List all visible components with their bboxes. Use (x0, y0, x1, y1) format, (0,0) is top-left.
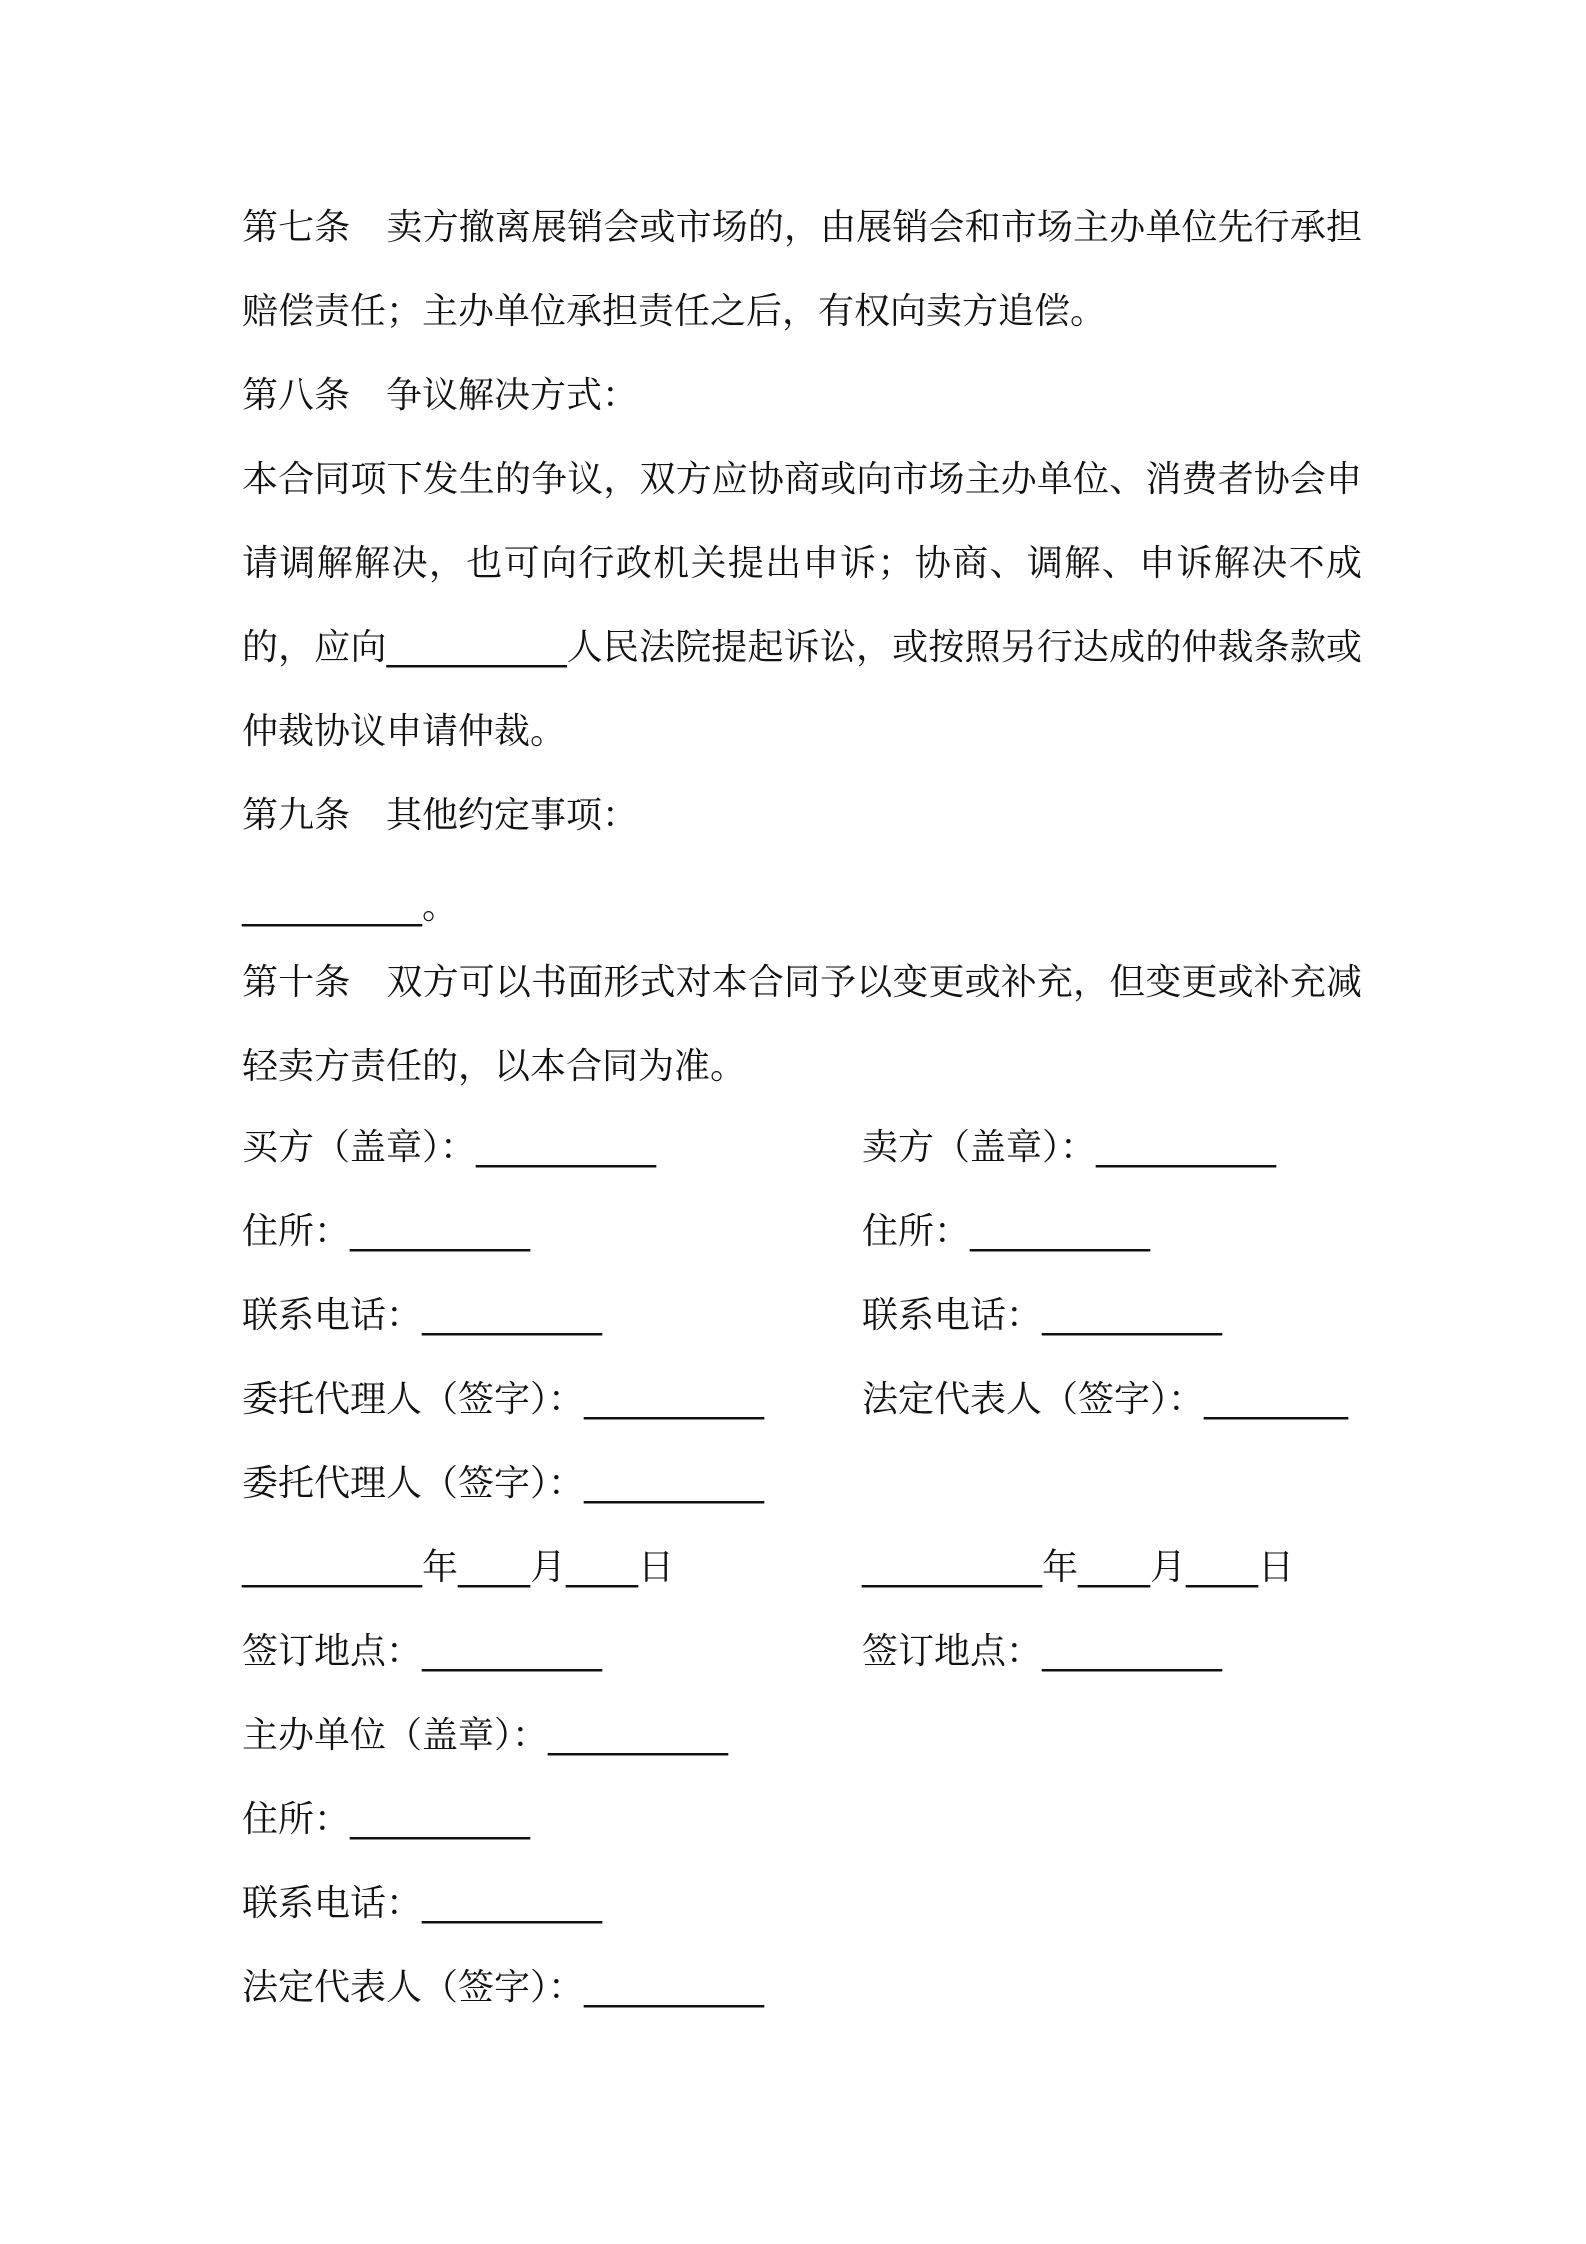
buyer-address-field[interactable]: 住所：__________ (242, 1211, 531, 1252)
article-9-heading: 第九条 其他约定事项： (242, 795, 639, 836)
article-10: 第十条 双方可以书面形式对本合同予以变更或补充，但变更或补充减轻卖方责任的，以本合同为准。 (242, 962, 1362, 1087)
seller-date-field[interactable]: __________年____月____日 (862, 1547, 1294, 1588)
seller-address-field[interactable]: 住所：__________ (862, 1211, 1151, 1252)
seller-phone-field[interactable]: 联系电话：__________ (862, 1295, 1223, 1336)
buyer-agent-signature-field-2[interactable]: 委托代理人（签字）：__________ (242, 1463, 765, 1504)
organizer-address-field[interactable]: 住所：__________ (242, 1799, 531, 1840)
buyer-phone-field[interactable]: 联系电话：__________ (242, 1295, 603, 1336)
article-9-blank: __________。 (242, 886, 459, 927)
buyer-signing-place-field[interactable]: 签订地点：__________ (242, 1631, 603, 1672)
buyer-date-field[interactable]: __________年____月____日 (242, 1547, 674, 1588)
organizer-legal-rep-signature-field[interactable]: 法定代表人（签字）：__________ (242, 1967, 765, 2008)
article-8-heading: 第八条 争议解决方式： (242, 375, 639, 416)
article-8-body: 本合同项下发生的争议，双方应协商或向市场主办单位、消费者协会申请调解解决，也可向行政机关提出申诉；协商、调解、申诉解决不成的，应向__________人民法院提起诉讼，或按照另行达成的仲裁条款或仲裁协议申请仲裁。 (242, 459, 1362, 752)
organizer-seal-field[interactable]: 主办单位（盖章）：__________ (242, 1715, 729, 1756)
buyer-seal-field[interactable]: 买方（盖章）：__________ (242, 1127, 657, 1168)
seller-seal-field[interactable]: 卖方（盖章）：__________ (862, 1127, 1277, 1168)
seller-legal-rep-signature-field[interactable]: 法定代表人（签字）：________ (862, 1379, 1349, 1420)
article-7: 第七条 卖方撤离展销会或市场的，由展销会和市场主办单位先行承担赔偿责任；主办单位承担责任之后，有权向卖方追偿。 (242, 207, 1362, 332)
seller-signing-place-field[interactable]: 签订地点：__________ (862, 1631, 1223, 1672)
buyer-agent-signature-field[interactable]: 委托代理人（签字）：__________ (242, 1379, 765, 1420)
organizer-phone-field[interactable]: 联系电话：__________ (242, 1883, 603, 1924)
